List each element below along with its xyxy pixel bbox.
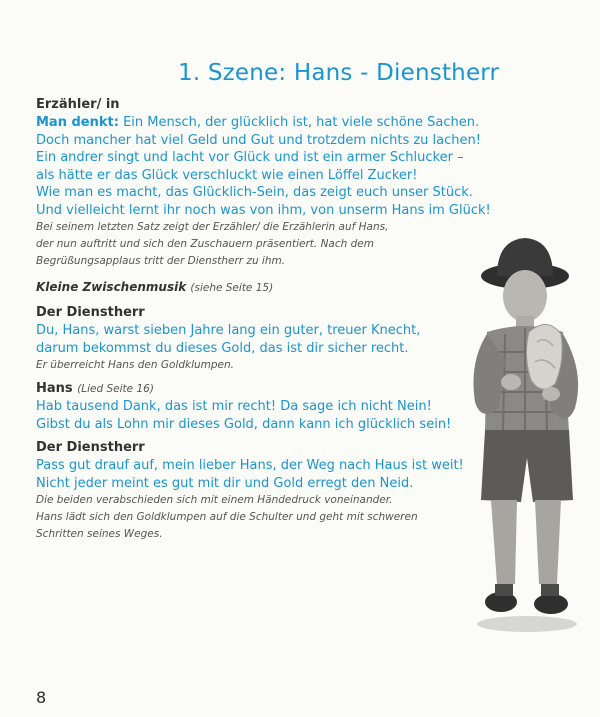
hans-photo bbox=[445, 232, 595, 647]
stage-direction: Bei seinem letzten Satz zeigt der Erzähler/ die Erzählerin auf Hans, bbox=[36, 221, 389, 233]
verse-line: Doch mancher hat viel Geld und Gut und trotzdem nichts zu lachen! bbox=[36, 132, 481, 148]
music-cue bbox=[36, 280, 506, 294]
speaker-hans bbox=[36, 380, 506, 398]
music-label: Kleine Zwischenmusik bbox=[36, 280, 187, 294]
stage-direction: der nun auftritt und sich den Zuschauern präsentiert. Nach dem bbox=[36, 238, 374, 250]
verse-line: Hab tausend Dank, das ist mir recht! Da sage ich nicht Nein! bbox=[36, 399, 432, 414]
verse-line: Du, Hans, warst sieben Jahre lang ein guter, treuer Knecht, bbox=[36, 323, 421, 338]
stage-direction: Begrüßungsapplaus tritt der Dienstherr zu ihm. bbox=[36, 255, 286, 267]
speaker-master: Der Dienstherr bbox=[36, 440, 145, 455]
verse-text: Ein Mensch, der glücklich ist, hat viele schöne Sachen. bbox=[118, 115, 480, 130]
verse-line: darum bekommst du dieses Gold, das ist dir sicher recht. bbox=[36, 340, 409, 356]
verse-line: Wie man es macht, das Glücklich-Sein, das zeigt euch unser Stück. bbox=[36, 185, 473, 200]
stage-direction: Die beiden verabschieden sich mit einem Händedruck voneinander. bbox=[36, 494, 393, 506]
page-title: 1. Szene: Hans - Dienstherr bbox=[178, 60, 500, 86]
stage-direction: Hans lädt sich den Goldklumpen auf die Schulter und geht mit schweren bbox=[36, 511, 418, 523]
speaker-master: Der Dienstherr bbox=[36, 305, 145, 320]
stage-direction: Schritten seines Weges. bbox=[36, 528, 163, 540]
speaker-narrator: Erzähler/ in bbox=[36, 97, 120, 112]
speaker-name: Hans bbox=[36, 381, 73, 396]
verse-line: als hätte er das Glück verschluckt wie einen Löffel Zucker! bbox=[36, 167, 418, 183]
stage-direction: Er überreicht Hans den Goldklumpen. bbox=[36, 359, 235, 371]
verse-line: Nicht jeder meint es gut mit dir und Gold erregt den Neid. bbox=[36, 475, 414, 491]
verse-line: Ein andrer singt und lacht vor Glück und ist ein armer Schlucker – bbox=[36, 150, 464, 165]
page-number: 8 bbox=[36, 688, 47, 707]
script-text bbox=[36, 96, 506, 543]
music-note: (siehe Seite 15) bbox=[190, 282, 274, 294]
verse-line: Gibst du als Lohn mir dieses Gold, dann kann ich glücklich sein! bbox=[36, 416, 452, 432]
verse-lead: Man denkt: bbox=[36, 115, 119, 130]
verse-line: Pass gut drauf auf, mein lieber Hans, der Weg nach Haus ist weit! bbox=[36, 458, 464, 473]
verse-line: Und vielleicht lernt ihr noch was von ihm, von unserm Hans im Glück! bbox=[36, 202, 491, 218]
song-note: (Lied Seite 16) bbox=[77, 383, 154, 395]
verse-line bbox=[36, 114, 506, 132]
